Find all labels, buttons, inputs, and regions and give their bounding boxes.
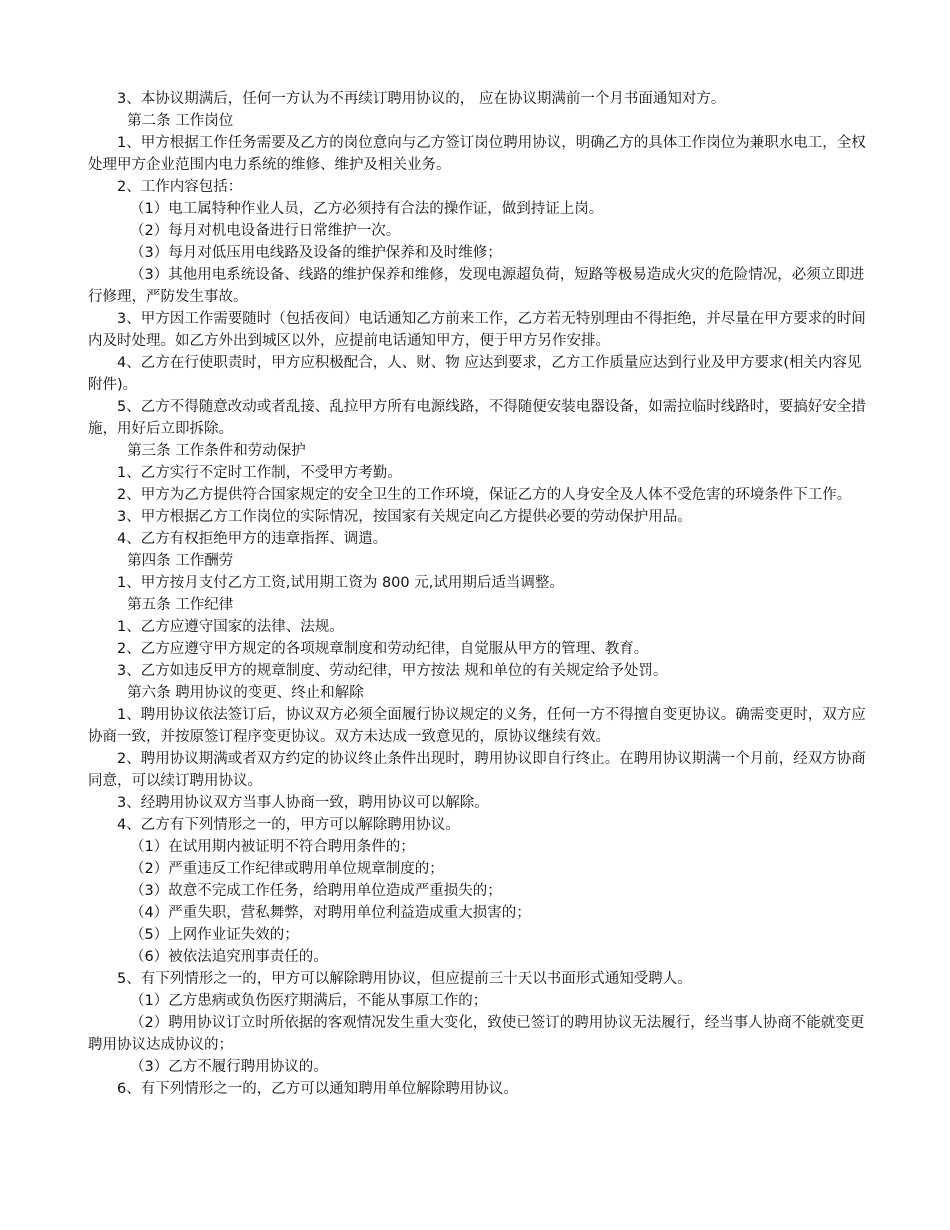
clause-paragraph: 1、聘用协议依法签订后，协议双方必须全面履行协议规定的义务，任何一方不得擅自变更协议。确需变更时，双方应协商一致，并按原签订程序变更协议。双方未达成一致意见的，原协议继续有效。 <box>88 707 866 745</box>
clause-paragraph: 3、乙方如违反甲方的规章制度、劳动纪律，甲方按法 规和单位的有关规定给予处罚。 <box>117 663 668 679</box>
article-heading: 第二条 工作岗位 <box>127 113 234 129</box>
clause-paragraph: 3、经聘用协议双方当事人协商一致，聘用协议可以解除。 <box>117 795 489 811</box>
sub-clause: （1）乙方患病或负伤医疗期满后，不能从事原工作的； <box>130 993 488 1009</box>
article-heading: 第六条 聘用协议的变更、终止和解除 <box>127 685 364 701</box>
clause-paragraph: 1、甲方根据工作任务需要及乙方的岗位意向与乙方签订岗位聘用协议，明确乙方的具体工作岗位为兼职水电工，全权处理甲方企业范围内电力系统的维修、维护及相关业务。 <box>88 135 866 173</box>
sub-clause: （3）每月对低压用电线路及设备的维护保养和及时维修； <box>130 245 502 261</box>
clause-paragraph: 4、乙方有下列情形之一的，甲方可以解除聘用协议。 <box>117 817 460 833</box>
clause-paragraph: 5、乙方不得随意改动或者乱接、乱拉甲方所有电源线路，不得随便安装电器设备，如需拉临时线路时，要搞好安全措施，用好后立即拆除。 <box>88 399 866 437</box>
clause-paragraph: 4、乙方有权拒绝甲方的违章指挥、调遣。 <box>117 531 388 547</box>
sub-clause: （1）在试用期内被证明不符合聘用条件的； <box>130 839 415 855</box>
sub-clause: （6）被依法追究刑事责任的。 <box>130 949 328 965</box>
article-heading: 第三条 工作条件和劳动保护 <box>127 443 306 459</box>
clause-paragraph: 3、甲方根据乙方工作岗位的实际情况，按国家有关规定向乙方提供必要的劳动保护用品。 <box>117 509 692 525</box>
sub-clause: （3）其他用电系统设备、线路的维护保养和维修，发现电源超负荷，短路等极易造成火灾的危险情况，必须立即进行修理，严防发生事故。 <box>88 267 865 305</box>
clause-paragraph: 6、有下列情形之一的，乙方可以通知聘用单位解除聘用协议。 <box>117 1081 518 1097</box>
clause-paragraph: 1、甲方按月支付乙方工资,试用期工资为 800 元,试用期后适当调整。 <box>117 575 564 591</box>
sub-clause: （1）电工属特种作业人员，乙方必须持有合法的操作证，做到持证上岗。 <box>130 201 604 217</box>
clause-paragraph: 5、有下列情形之一的，甲方可以解除聘用协议，但应提前三十天以书面形式通知受聘人。 <box>117 971 692 987</box>
sub-clause: （3）故意不完成工作任务，给聘用单位造成严重损失的； <box>130 883 502 899</box>
clause-paragraph: 1、乙方应遵守国家的法律、法规。 <box>117 619 344 635</box>
sub-clause: （5）上网作业证失效的； <box>130 927 299 943</box>
sub-clause: （3）乙方不履行聘用协议的。 <box>130 1059 328 1075</box>
clause-paragraph: 3、甲方因工作需要随时（包括夜间）电话通知乙方前来工作，乙方若无特别理由不得拒绝，并尽量在甲方要求的时间内及时处理。如乙方外出到城区以外，应提前电话通知甲方，便于甲方另作安排。 <box>88 311 866 349</box>
clause-paragraph: 3、本协议期满后，任何一方认为不再续订聘用协议的， 应在协议期满前一个月书面通知对方。 <box>117 91 726 107</box>
article-heading: 第四条 工作酬劳 <box>127 553 234 569</box>
document-page <box>88 88 868 1100</box>
clause-paragraph: 2、甲方为乙方提供符合国家规定的安全卫生的工作环境，保证乙方的人身安全及人体不受危害的环境条件下工作。 <box>117 487 852 503</box>
article-heading: 第五条 工作纪律 <box>127 597 234 613</box>
sub-clause: （2）严重违反工作纪律或聘用单位规章制度的； <box>130 861 444 877</box>
sub-clause: （4）严重失职，营私舞弊，对聘用单位利益造成重大损害的； <box>130 905 531 921</box>
sub-clause: （2）聘用协议订立时所依据的客观情况发生重大变化，致使已签订的聘用协议无法履行，经当事人协商不能就变更 聘用协议达成协议的； <box>88 1015 865 1053</box>
clause-paragraph: 2、工作内容包括： <box>117 179 243 195</box>
clause-paragraph: 2、聘用协议期满或者双方约定的协议终止条件出现时，聘用协议即自行终止。在聘用协议期满一个月前，经双方协商同意，可以续订聘用协议。 <box>88 751 866 789</box>
clause-paragraph: 4、乙方在行使职责时，甲方应积极配合，人、财、物 应达到要求，乙方工作质量应达到行业及甲方要求(相关内容见附件)。 <box>88 355 862 393</box>
clause-paragraph: 1、乙方实行不定时工作制，不受甲方考勤。 <box>117 465 402 481</box>
clause-paragraph: 2、乙方应遵守甲方规定的各项规章制度和劳动纪律，自觉服从甲方的管理、教育。 <box>117 641 649 657</box>
sub-clause: （2）每月对机电设备进行日常维护一次。 <box>130 223 401 239</box>
